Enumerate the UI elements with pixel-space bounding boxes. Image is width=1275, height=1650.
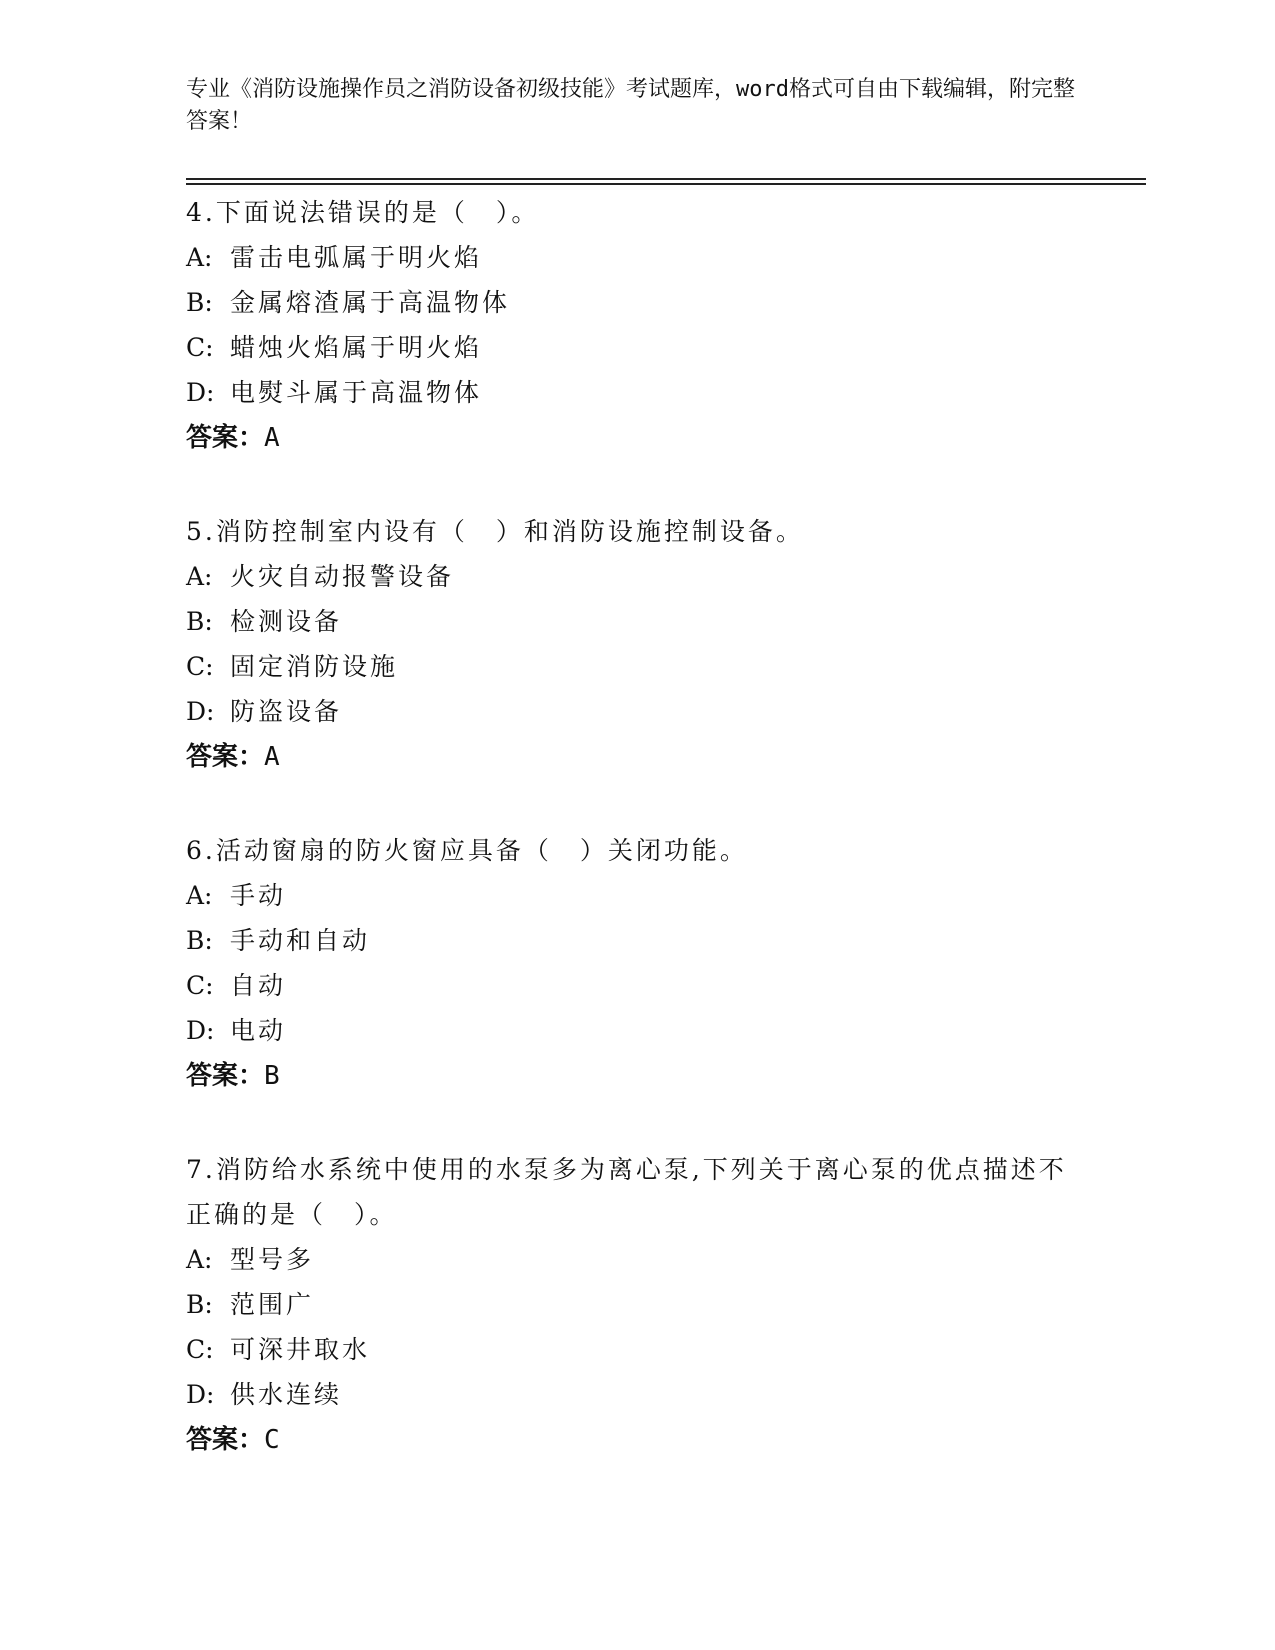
option-letter: B: xyxy=(186,926,213,955)
option-letter: C: xyxy=(186,652,214,681)
option-text: 电动 xyxy=(230,1016,287,1045)
option-c xyxy=(186,963,1086,1008)
option-text: 自动 xyxy=(230,971,287,1000)
answer-label: 答案： xyxy=(186,423,265,453)
option-b xyxy=(186,599,1086,644)
option-a xyxy=(186,554,1086,599)
question-4 xyxy=(186,190,1086,461)
question-stem: 4.下面说法错误的是（ ）。 xyxy=(186,198,540,227)
option-text: 雷击电弧属于明火焰 xyxy=(230,243,483,272)
question-stem: 7.消防给水系统中使用的水泵多为离心泵,下列关于离心泵的优点描述不正确的是（ ）。 xyxy=(186,1155,1067,1229)
option-text: 电熨斗属于高温物体 xyxy=(230,378,483,407)
option-a xyxy=(186,1237,1086,1282)
option-letter: B: xyxy=(186,288,213,317)
answer-value: B xyxy=(264,1061,280,1091)
question-5 xyxy=(186,509,1086,780)
option-letter: A: xyxy=(186,1245,213,1274)
option-c xyxy=(186,1327,1086,1372)
header-divider-bottom xyxy=(186,183,1146,185)
option-letter: B: xyxy=(186,1290,213,1319)
option-text: 手动和自动 xyxy=(230,926,371,955)
option-letter: A: xyxy=(186,243,213,272)
option-text: 范围广 xyxy=(230,1290,315,1319)
option-letter: D: xyxy=(186,378,215,407)
option-c xyxy=(186,325,1086,370)
answer-label: 答案： xyxy=(186,1425,265,1455)
answer-value: C xyxy=(264,1425,280,1455)
option-text: 固定消防设施 xyxy=(230,652,399,681)
answer-value: A xyxy=(264,742,280,772)
option-letter: A: xyxy=(186,881,213,910)
option-d xyxy=(186,1372,1086,1417)
question-stem: 5.消防控制室内设有（ ）和消防设施控制设备。 xyxy=(186,517,804,546)
answer xyxy=(186,1417,1086,1463)
answer-label: 答案： xyxy=(186,1061,265,1091)
option-b xyxy=(186,918,1086,963)
option-a xyxy=(186,235,1086,280)
option-text: 供水连续 xyxy=(230,1380,343,1409)
option-text: 金属熔渣属于高温物体 xyxy=(230,288,511,317)
option-text: 蜡烛火焰属于明火焰 xyxy=(230,333,483,362)
option-text: 防盗设备 xyxy=(230,697,343,726)
question-list xyxy=(186,190,1086,1511)
option-d xyxy=(186,689,1086,734)
answer-label: 答案： xyxy=(186,742,265,772)
option-c xyxy=(186,644,1086,689)
answer xyxy=(186,415,1086,461)
option-letter: D: xyxy=(186,1380,215,1409)
question-7 xyxy=(186,1147,1086,1463)
option-letter: C: xyxy=(186,333,214,362)
option-d xyxy=(186,370,1086,415)
option-text: 可深井取水 xyxy=(230,1335,371,1364)
question-6 xyxy=(186,828,1086,1099)
option-letter: D: xyxy=(186,1016,215,1045)
answer-value: A xyxy=(264,423,280,453)
option-a xyxy=(186,873,1086,918)
option-letter: D: xyxy=(186,697,215,726)
answer xyxy=(186,1053,1086,1099)
option-letter: B: xyxy=(186,607,213,636)
option-letter: A: xyxy=(186,562,213,591)
option-b xyxy=(186,1282,1086,1327)
option-b xyxy=(186,280,1086,325)
option-letter: C: xyxy=(186,971,214,1000)
option-letter: C: xyxy=(186,1335,214,1364)
header-divider-top xyxy=(186,178,1146,180)
option-text: 火灾自动报警设备 xyxy=(230,562,455,591)
question-stem: 6.活动窗扇的防火窗应具备（ ）关闭功能。 xyxy=(186,836,748,865)
option-text: 检测设备 xyxy=(230,607,343,636)
option-text: 型号多 xyxy=(230,1245,315,1274)
option-d xyxy=(186,1008,1086,1053)
page-header: 专业《消防设施操作员之消防设备初级技能》考试题库，word格式可自由下载编辑，附完整答案！ xyxy=(186,77,1075,134)
answer xyxy=(186,734,1086,780)
option-text: 手动 xyxy=(230,881,287,910)
